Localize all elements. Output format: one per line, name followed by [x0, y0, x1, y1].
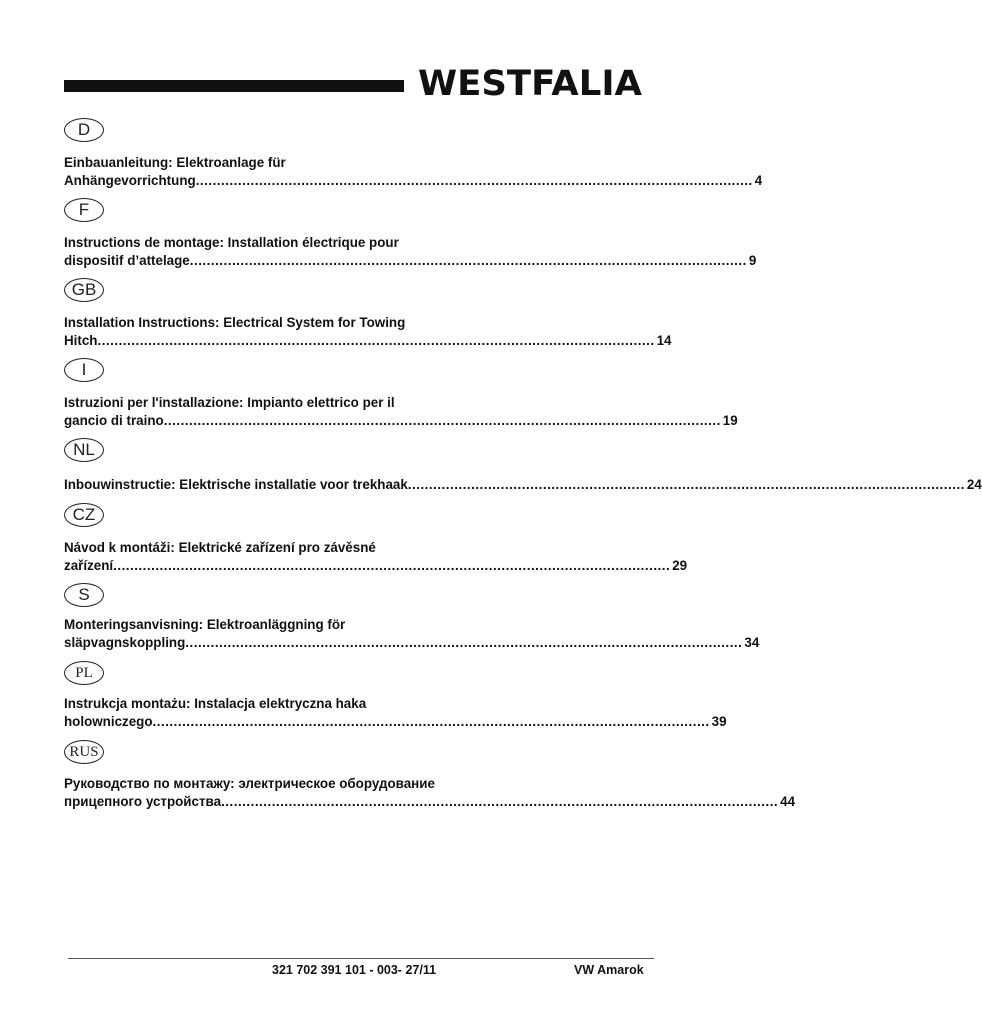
toc-page-number: 34 — [744, 635, 760, 650]
lang-badge-pl: PL — [64, 661, 104, 685]
toc-title-tail: dispositif d’attelage — [64, 253, 190, 268]
brand-wordmark: WESTFALIA — [418, 64, 642, 104]
toc-page-number: 4 — [754, 173, 763, 188]
toc-title-line2 — [64, 635, 760, 651]
header-rule — [64, 80, 404, 92]
toc-page-number: 29 — [672, 558, 688, 573]
toc-title-tail: Anhängevorrichtung — [64, 173, 196, 188]
lang-badge-nl: NL — [64, 438, 104, 462]
toc-page-number: 19 — [722, 413, 738, 428]
document-code: 321 702 391 101 - 003- 27/11 — [272, 963, 437, 977]
toc-title-tail: släpvagnskoppling — [64, 635, 186, 650]
toc-title-line2 — [64, 477, 982, 493]
toc-page-number: 44 — [780, 794, 796, 809]
lang-badge-gb: GB — [64, 278, 104, 302]
dot-leader: .................................................................................................................................... — [152, 714, 710, 729]
lang-badge-cz: CZ — [64, 503, 104, 527]
toc-title-line2 — [64, 173, 763, 189]
toc-title-line1: Návod k montáži: Elektrické zařízení pro závěsné — [64, 540, 376, 555]
toc-title-tail: Inbouwinstructie: Elektrische installatie voor trekhaak — [64, 477, 408, 492]
westfalia-logo — [418, 62, 644, 102]
toc-title-line1: Einbauanleitung: Elektroanlage für — [64, 155, 286, 170]
toc-page-number: 9 — [748, 253, 757, 268]
toc-title-line1: Руководство по монтажу: электрическое оборудование — [64, 776, 435, 791]
toc-title-tail: zařízení — [64, 558, 114, 573]
lang-badge-fr: F — [64, 198, 104, 222]
westfalia-logo-mark — [418, 62, 644, 102]
dot-leader: .................................................................................................................................... — [185, 635, 743, 650]
toc-page-number: 39 — [711, 714, 727, 729]
toc-title-line1: Instrukcja montażu: Instalacja elektryczna haka — [64, 696, 367, 711]
vehicle-model: VW Amarok — [574, 963, 644, 977]
toc-title-tail: gancio di traino — [64, 413, 164, 428]
toc-page-number: 14 — [656, 333, 672, 348]
toc-title-tail: прицепного устройства — [64, 794, 222, 809]
lang-badge-de: D — [64, 118, 104, 142]
toc-title-line2 — [64, 413, 738, 429]
toc-title-line1: Istruzioni per l'installazione: Impianto elettrico per il — [64, 395, 395, 410]
dot-leader: .................................................................................................................................... — [189, 253, 747, 268]
toc-title-tail: holowniczego — [64, 714, 153, 729]
dot-leader: .................................................................................................................................... — [407, 477, 965, 492]
toc-title-tail: Hitch — [64, 333, 98, 348]
toc-title-line1: Instructions de montage: Installation électrique pour — [64, 235, 399, 250]
dot-leader: .................................................................................................................................... — [113, 558, 671, 573]
toc-title-line1: Monteringsanvisning: Elektroanläggning för — [64, 617, 346, 632]
toc-title-line2 — [64, 558, 688, 574]
toc-title-line2 — [64, 333, 672, 349]
dot-leader: .................................................................................................................................... — [97, 333, 655, 348]
toc-title-line2 — [64, 794, 796, 810]
lang-badge-it: I — [64, 358, 104, 382]
toc-title-line2 — [64, 714, 727, 730]
dot-leader: .................................................................................................................................... — [221, 794, 779, 809]
dot-leader: .................................................................................................................................... — [195, 173, 753, 188]
lang-badge-ru: RUS — [64, 740, 104, 764]
lang-badge-se: S — [64, 583, 104, 607]
toc-title-line2 — [64, 253, 757, 269]
footer-rule — [68, 958, 654, 959]
dot-leader: .................................................................................................................................... — [163, 413, 721, 428]
toc-title-line1: Installation Instructions: Electrical System for Towing — [64, 315, 406, 330]
toc-page-number: 24 — [966, 477, 982, 492]
